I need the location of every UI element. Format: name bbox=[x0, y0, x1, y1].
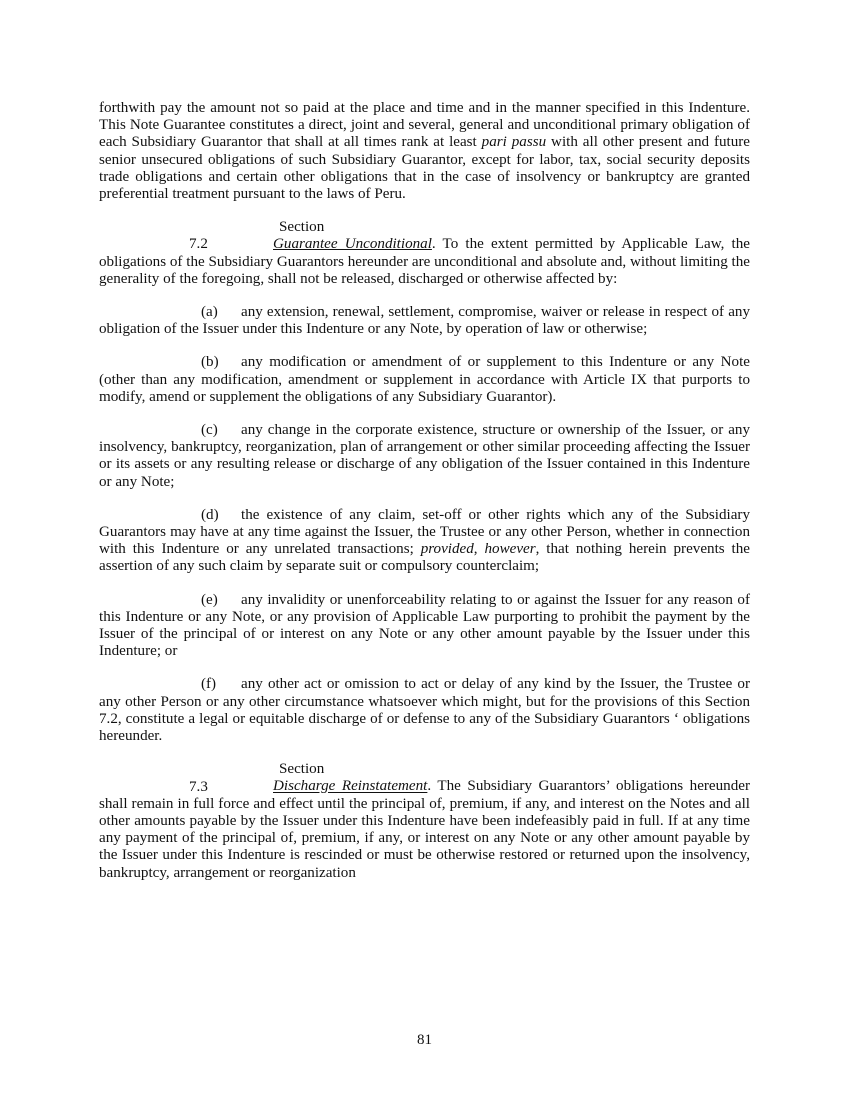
section-title: Discharge Reinstatement bbox=[273, 778, 428, 795]
item-label: (a) bbox=[201, 304, 218, 321]
section-number: Section 7.2 bbox=[189, 219, 325, 253]
item-label: (f) bbox=[201, 676, 217, 693]
paragraph-text: forthwith pay the amount not so paid at the place and time and in the manner specified in this Indenture. This Note Guarantee constitutes a direct, joint and several, general and unconditional primary obligation of each Subsidiary Guarantor that shall at all times rank at least bbox=[99, 100, 750, 151]
item-label: (d) bbox=[201, 506, 219, 523]
item-label: (e) bbox=[201, 591, 218, 608]
document-page bbox=[99, 100, 750, 882]
item-label: (c) bbox=[201, 422, 218, 439]
italic-term: pari passu bbox=[481, 134, 547, 151]
item-text: any change in the corporate existence, structure or ownership of the Issuer, or any insolvency, bankruptcy, reorganization, plan of arrangement or other similar proceeding affecting the Issuer or its assets or any resulting release or discharge of any obligation of the Issuer contained in this Indenture or any Note; bbox=[99, 422, 750, 490]
section-number: Section 7.3 bbox=[189, 761, 325, 795]
item-text: , that nothing herein prevents the assertion of any such claim by separate suit or compulsory counterclaim; bbox=[99, 541, 750, 575]
italic-term: however bbox=[484, 541, 536, 558]
item-label: (b) bbox=[201, 354, 219, 371]
paragraph-text: with all other present and future senior unsecured obligations of such Subsidiary Guarantor, except for labor, tax, social security deposits trade obligations and certain other obligations that in the case of insolvency or bankruptcy are granted preferential treatment pursuant to the laws of Peru. bbox=[99, 134, 750, 203]
list-item-b bbox=[99, 354, 750, 406]
item-text: any other act or omission to act or delay of any kind by the Issuer, the Trustee or any other Person or any other circumstance whatsoever which might, but for the provisions of this Section 7.2, constitute a legal or equitable discharge of or defense to any of the Subsidiary Guarantors ‘ obligations hereunder. bbox=[99, 676, 750, 745]
list-item-a bbox=[99, 304, 750, 338]
item-text: any modification or amendment of or supplement to this Indenture or any Note (other than any modification, amendment or supplement in accordance with Article IX that purports to modify, amend or supplement the obligations of any Subsidiary Guarantor). bbox=[99, 354, 750, 405]
section-text: . The Subsidiary Guarantors’ obligations hereunder shall remain in full force and effect until the principal of, premium, if any, and interest on the Notes and all other amounts payable by the Issuer under this Indenture have been indefeasibly paid in full. If at any time any payment of the principal of, premium, if any, or interest on any Note or any other amount payable by the Issuer under this Indenture is rescinded or must be otherwise restored or returned upon the insolvency, bankruptcy, arrangement or reorganization bbox=[99, 778, 750, 881]
italic-term: provided bbox=[420, 541, 474, 558]
section-text: . To the extent permitted by Applicable Law, the obligations of the Subsidiary Guarantors hereunder are unconditional and absolute and, without limiting the generality of the foregoing, shall not be released, discharged or otherwise affected by: bbox=[99, 236, 750, 287]
section-7-3-paragraph bbox=[99, 761, 750, 881]
list-item-f bbox=[99, 676, 750, 745]
list-item-d bbox=[99, 507, 750, 576]
list-item-c bbox=[99, 422, 750, 491]
item-text: the existence of any claim, set-off or other rights which any of the Subsidiary Guarantors may have at any time against the Issuer, the Trustee or any other Person, whether in connection with this Indenture or any unrelated transactions; bbox=[99, 506, 750, 558]
list-item-e bbox=[99, 592, 750, 661]
section-7-2-paragraph bbox=[99, 219, 750, 288]
section-title: Guarantee Unconditional bbox=[273, 236, 432, 253]
item-text: any invalidity or unenforceability relating to or against the Issuer for any reason of this Indenture or any Note, or any provision of Applicable Law purporting to prohibit the payment by the Issuer of the principal of or interest on any Note or any other amount payable by the Issuer under this Indenture; or bbox=[99, 591, 750, 660]
item-text: , bbox=[473, 541, 485, 558]
page-number: 81 bbox=[417, 1032, 432, 1048]
item-text: any extension, renewal, settlement, compromise, waiver or release in respect of any obligation of the Issuer under this Indenture or any Note, by operation of law or otherwise; bbox=[99, 304, 750, 338]
paragraph-continuation bbox=[99, 100, 750, 203]
